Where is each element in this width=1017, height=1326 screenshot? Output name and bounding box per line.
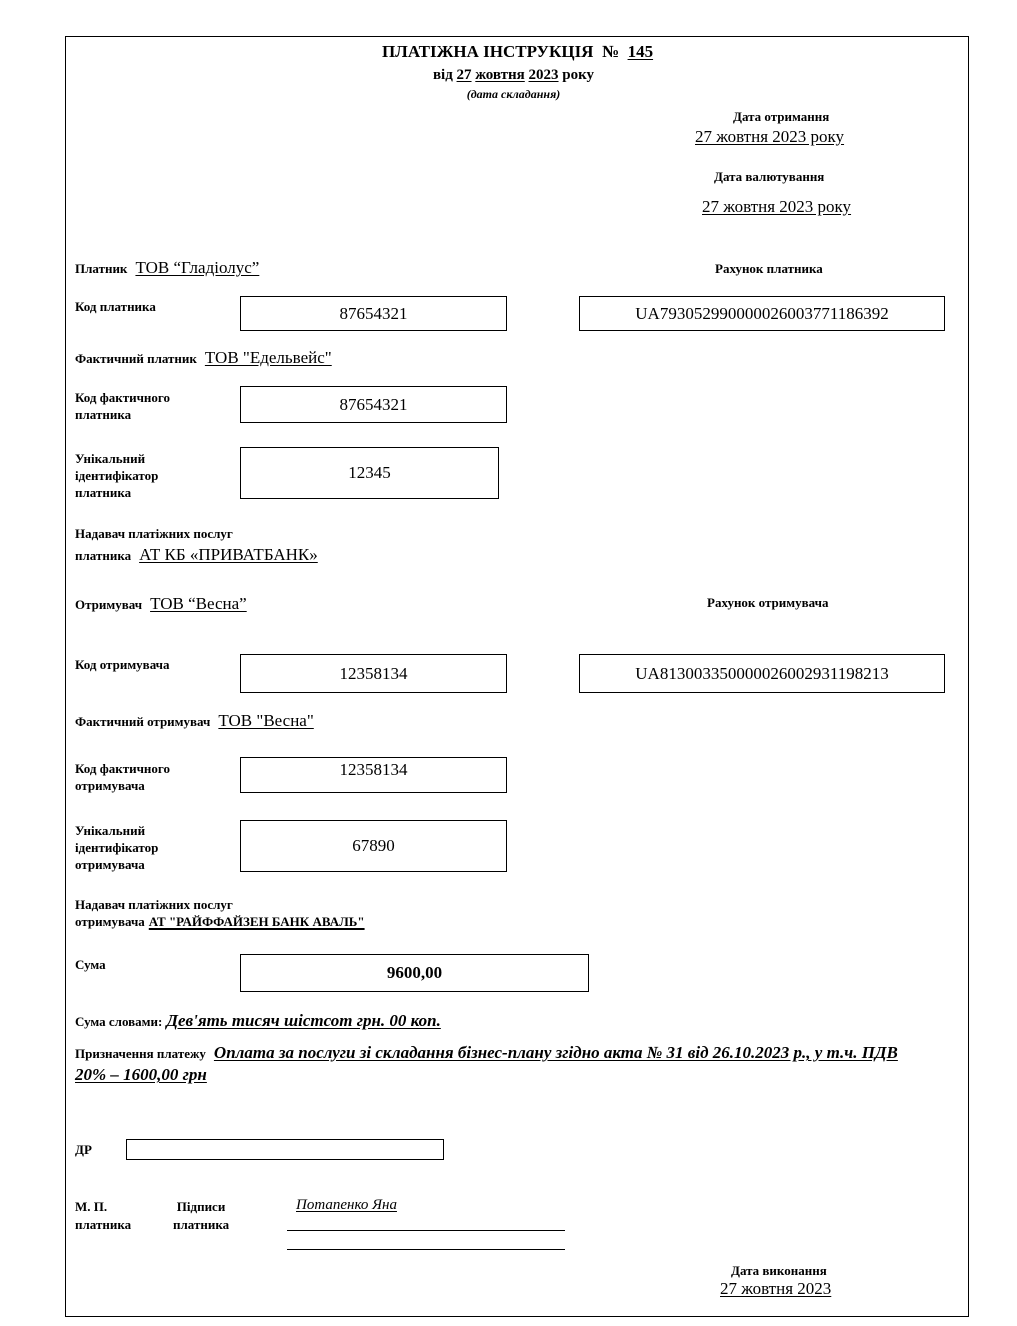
instruction-number: 145 (627, 42, 654, 61)
actual-recipient-code-field: 12358134 (240, 757, 507, 793)
document-title (0, 42, 1017, 62)
execution-date-label: Дата виконання (731, 1263, 827, 1278)
purpose-label: Призначення платежу (75, 1046, 206, 1061)
purpose-line-2: 20% – 1600,00 грн (75, 1065, 207, 1084)
label-line: Підписи (176, 1199, 226, 1214)
amount-label: Сума (75, 957, 106, 972)
payer-psp-row (75, 545, 318, 565)
recipient-psp-name: АТ "РАЙФФАЙЗЕН БАНК АВАЛЬ" (148, 914, 365, 929)
payer-psp-label-1: Надавач платіжних послуг (75, 526, 233, 541)
payer-account-field: UA793052990000026003771186392 (579, 296, 945, 331)
payer-code-field: 87654321 (240, 296, 507, 331)
actual-recipient-label: Фактичний отримувач (75, 714, 211, 729)
recipient-uid-field: 67890 (240, 820, 507, 872)
recipient-code-field: 12358134 (240, 654, 507, 693)
title-text: ПЛАТІЖНА ІНСТРУКЦІЯ (381, 42, 594, 61)
amount-words-row (75, 1011, 441, 1031)
actual-payer-code-field: 87654321 (240, 386, 507, 423)
date-suffix: року (562, 67, 595, 83)
payer-code-label: Код платника (75, 299, 156, 314)
amount-words: Дев'ять тисяч шістсот грн. 00 коп. (166, 1011, 441, 1030)
payer-label: Платник (75, 261, 128, 276)
receipt-date-value: 27 жовтня 2023 року (695, 127, 845, 146)
receipt-date-label: Дата отримання (733, 109, 830, 124)
execution-date-value: 27 жовтня 2023 (720, 1279, 832, 1298)
recipient-row (75, 594, 247, 614)
signatures-label (173, 1198, 229, 1233)
label-line: платника (173, 1217, 230, 1232)
payer-row (75, 258, 259, 278)
label-line: Унікальний (75, 823, 146, 838)
actual-payer-row (75, 348, 332, 368)
payer-psp-name: АТ КБ «ПРИВАТБАНК» (139, 545, 318, 564)
date-month: жовтня (475, 67, 525, 83)
number-sign: № (601, 42, 620, 61)
recipient-account-label: Рахунок отримувача (707, 595, 829, 610)
actual-recipient-name: ТОВ "Весна" (218, 711, 314, 730)
actual-payer-code-label (75, 389, 170, 423)
date-year: 2023 (528, 67, 559, 83)
stamp-label (75, 1198, 131, 1233)
label-line: Код фактичного (75, 390, 170, 405)
dr-field (126, 1139, 444, 1160)
recipient-label: Отримувач (75, 597, 143, 612)
recipient-account-field: UA813003350000026002931198213 (579, 654, 945, 693)
recipient-code-label: Код отримувача (75, 657, 170, 672)
dr-label: ДР (75, 1142, 92, 1157)
label-line: Код фактичного (75, 761, 170, 776)
payer-uid-label (75, 450, 158, 501)
signer-name: Потапенко Яна (296, 1197, 397, 1213)
recipient-psp-label-1: Надавач платіжних послуг (75, 897, 233, 912)
actual-payer-label: Фактичний платник (75, 351, 197, 366)
payer-account-label: Рахунок платника (715, 261, 823, 276)
value-date-value: 27 жовтня 2023 року (702, 197, 852, 216)
date-day: 27 (456, 67, 472, 83)
amount-field: 9600,00 (240, 954, 589, 992)
payer-psp-label-2: платника (75, 548, 132, 563)
label-line: платника (75, 485, 132, 500)
actual-payer-name: ТОВ "Едельвейс" (204, 348, 332, 367)
recipient-name: ТОВ “Весна” (150, 594, 247, 613)
label-line: ідентифікатор (75, 468, 159, 483)
date-caption: (дата складання) (466, 87, 561, 101)
purpose-row (75, 1043, 898, 1063)
label-line: платника (75, 1217, 132, 1232)
actual-recipient-code-label (75, 760, 170, 794)
recipient-uid-label (75, 822, 158, 873)
recipient-psp-label-2: отримувача (75, 914, 145, 929)
date-prefix: від (432, 67, 453, 83)
signature-line-1 (287, 1230, 565, 1231)
label-line: Унікальний (75, 451, 146, 466)
label-line: М. П. (75, 1199, 108, 1214)
recipient-psp-row (75, 913, 365, 931)
payer-uid-field: 12345 (240, 447, 499, 499)
label-line: ідентифікатор (75, 840, 159, 855)
amount-words-label: Сума словами: (75, 1014, 163, 1029)
payer-name: ТОВ “Гладіолус” (135, 258, 260, 277)
label-line: отримувача (75, 857, 145, 872)
label-line: платника (75, 407, 132, 422)
document-date (0, 67, 1017, 84)
value-date-label: Дата валютування (714, 169, 825, 184)
label-line: отримувача (75, 778, 145, 793)
actual-recipient-row (75, 711, 314, 731)
purpose-line-1: Оплата за послуги зі складання бізнес-плану згідно акта № 31 від 26.10.2023 р., у т.ч. ПДВ (213, 1043, 898, 1062)
signature-line-2 (287, 1249, 565, 1250)
